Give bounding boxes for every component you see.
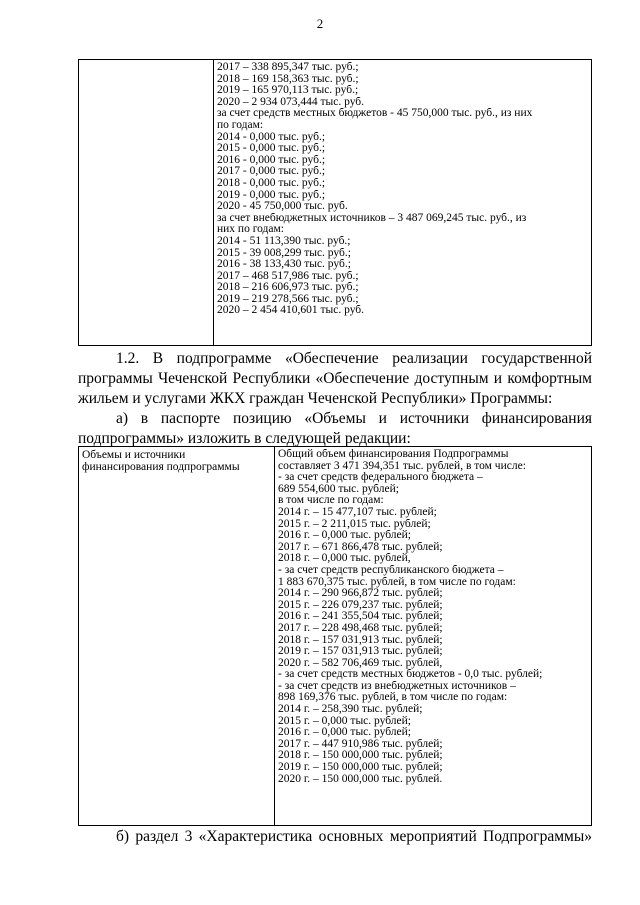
table2-line: 2016 г. – 0,000 тыс. рублей;	[278, 530, 411, 542]
table1-line: 2020 – 2 934 073,444 тыс. руб.	[217, 96, 365, 108]
table2-line: 2016 г. – 241 355,504 тыс. рублей;	[278, 611, 443, 623]
table1-line: 2018 – 169 158,363 тыс. руб.;	[217, 73, 359, 85]
table1-line: 2017 – 468 517,986 тыс. руб.;	[217, 270, 359, 282]
table2-line: 2017 г. – 447 910,986 тыс. рублей;	[278, 738, 443, 750]
paragraph-b: б) раздел 3 «Характеристика основных мероприятий Подпрограммы»	[116, 828, 592, 845]
table2-line: - за счет средств из внебюджетных источников –	[278, 680, 516, 692]
paragraph-1-2: 1.2. В подпрограмме «Обеспечение реализации государственной программы Чеченской Республики «Обеспечение доступным и комфортным жильем и услугами ЖКХ граждан Чеченской Республики» Программы:	[78, 350, 592, 407]
table2-line: 2016 г. – 0,000 тыс. рублей;	[278, 727, 411, 739]
table1-right-cell	[214, 60, 592, 346]
table2-line: 2020 г. – 150 000,000 тыс. рублей.	[278, 773, 443, 785]
table1-line: 2016 - 38 133,430 тыс. руб.;	[217, 259, 351, 271]
table1-line: 2016 - 0,000 тыс. руб.;	[217, 154, 326, 166]
table2-left-cell	[79, 447, 275, 826]
table1-line: 2020 - 45 750,000 тыс. руб.	[217, 201, 348, 213]
table1-line: 2015 - 0,000 тыс. руб.;	[217, 143, 326, 155]
table1-line: них по годам:	[217, 224, 284, 236]
table1-left-cell	[79, 60, 214, 346]
table2-right-cell	[275, 447, 592, 826]
table2-line: 2018 г. – 150 000,000 тыс. рублей;	[278, 750, 443, 762]
table2-line: - за счет средств республиканского бюджета –	[278, 564, 504, 576]
table2-line: 2014 г. – 258,390 тыс. рублей;	[278, 704, 423, 716]
table2-line: 2018 г. – 0,000 тыс. рублей,	[278, 553, 411, 565]
table2-line: 2019 г. – 150 000,000 тыс. рублей;	[278, 762, 443, 774]
table2-line: - за счет средств местных бюджетов - 0,0 тыс. рублей;	[278, 669, 543, 681]
table2-line: 2014 г. – 290 966,872 тыс. рублей;	[278, 588, 443, 600]
table2-line: 2015 г. – 226 079,237 тыс. рублей;	[278, 599, 443, 611]
table2-line: 898 169,376 тыс. рублей, в том числе по годам:	[278, 692, 508, 704]
table2-line: 2017 г. – 671 866,478 тыс. рублей;	[278, 541, 443, 553]
page-number: 2	[316, 16, 324, 31]
table2-line: 2020 г. – 582 706,469 тыс. рублей,	[278, 657, 443, 669]
table1-line: 2014 - 0,000 тыс. руб.;	[217, 131, 326, 143]
table2-line: в том числе по годам:	[278, 495, 384, 507]
table1-line: 2017 – 338 895,347 тыс. руб.;	[217, 62, 359, 73]
table1-line: 2015 - 39 008,299 тыс. руб.;	[217, 247, 351, 259]
table2-label-line2: финансирования подпрограммы	[82, 461, 240, 473]
paragraph-a: а) в паспорте позицию «Объемы и источники финансирования подпрограммы» изложить в следующей редакции:	[78, 410, 592, 447]
subprogram-funding-table	[78, 446, 592, 826]
table1-line: 2019 - 0,000 тыс. руб.;	[217, 189, 326, 201]
table1-line: 2018 – 216 606,973 тыс. руб.;	[217, 282, 359, 294]
table2-line: 1 883 670,375 тыс. рублей, в том числе по годам:	[278, 576, 516, 588]
table1-line: 2019 – 219 278,566 тыс. руб.;	[217, 293, 359, 305]
table2-line: 689 554,600 тыс. рублей;	[278, 483, 399, 495]
table2-label-line1: Объемы и источники	[82, 449, 186, 461]
table1-line: за счет средств местных бюджетов - 45 750,000 тыс. руб., из них	[217, 108, 533, 120]
table1-line: за счет внебюджетных источников – 3 487 069,245 тыс. руб., из	[217, 212, 527, 224]
table1-line: 2014 - 51 113,390 тыс. руб.;	[217, 235, 351, 247]
table2-line: 2017 г. – 228 498,468 тыс. рублей;	[278, 622, 443, 634]
table1-line: по годам:	[217, 119, 264, 131]
table2-line: составляет 3 471 394,351 тыс. рублей, в том числе:	[278, 460, 526, 472]
table2-line: 2019 г. – 157 031,913 тыс. рублей;	[278, 646, 443, 658]
table2-line: 2015 г. – 0,000 тыс. рублей;	[278, 715, 411, 727]
table1-line: 2020 – 2 454 410,601 тыс. руб.	[217, 305, 365, 317]
table2-line: 2014 г. – 15 477,107 тыс. рублей;	[278, 506, 437, 518]
table1-line: 2018 - 0,000 тыс. руб.;	[217, 177, 326, 189]
table2-line: - за счет средств федерального бюджета –	[278, 472, 483, 484]
table2-line: 2018 г. – 157 031,913 тыс. рублей;	[278, 634, 443, 646]
funding-table-continued	[78, 59, 592, 346]
table2-line: 2015 г. – 2 211,015 тыс. рублей;	[278, 518, 431, 530]
table1-line: 2019 – 165 970,113 тыс. руб.;	[217, 85, 359, 97]
table1-line: 2017 - 0,000 тыс. руб.;	[217, 166, 326, 178]
table2-line: Общий объем финансирования Подпрограммы	[278, 449, 509, 460]
